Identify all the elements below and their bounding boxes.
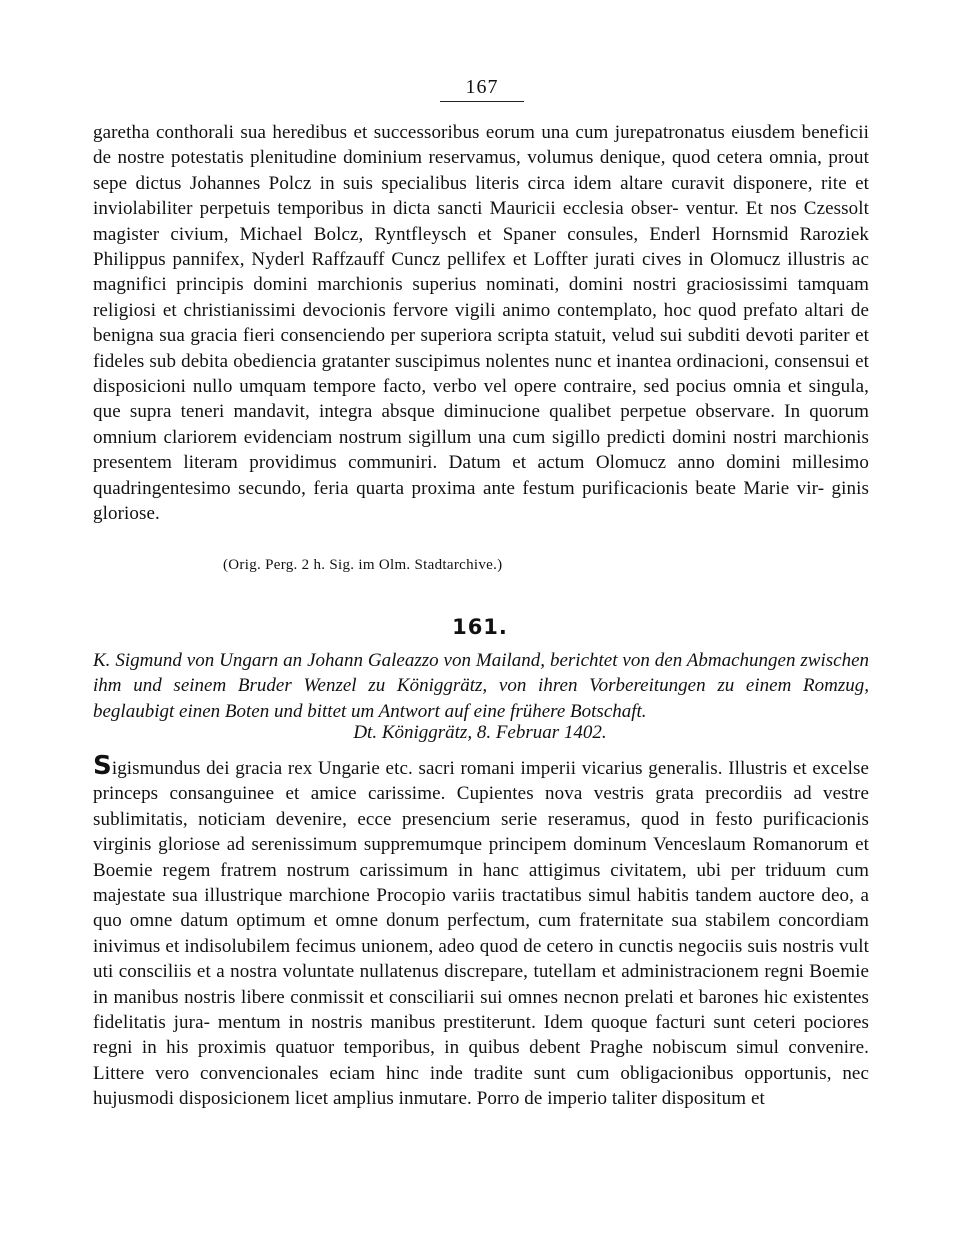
document-number: 161.: [452, 615, 508, 639]
page-number: 167: [465, 76, 499, 98]
paragraph-continued: garetha conthorali sua heredibus et successoribus eorum una cum jurepatronatus eiusdem beneficii de nostre potestatis plenitudine dominium reservamus, volumus denique, quod cetera omnia, prout sepe dictus Johannes Polcz in suis specialibus literis circa idem altare curavit disponere, rite et inviolabiliter perpetuis temporibus in dicta sancti Mauricii ecclesia obser- ventur. Et nos Czessolt magister civium, Michael Bolcz, Ryntfleysch et Spaner consules, Enderl Hornsmid Raroziek Philippus pannifex, Nyderl Raffzauff Cuncz pellifex et Loffter jurati cives in Olomucz illustris ac magnifici principis domini marchionis superius nominati, domini nostri graciosissimi tamquam religiosi et christianissimi devocionis fervore vigili animo contemplato, hoc quod prefato altari de benigna sua gracia fieri consenciendo per superiora scripta statuit, velud sui subditi devoti pariter et fideles sub debita obediencia gratanter suscipimus nolentes nunc et inantea ordinacioni, consensui et disposicioni nullo umquam tempore facto, verbo vel opere contraire, sed pocius omnia et singula, que supra teneri mandavit, integra absque diminucione qualibet perpetue observare. In quorum omnium clariorem evidenciam nostrum sigillum una cum sigillo predicti domini nostri marchionis presentem literam providimus communiri. Datum et actum Olomucz anno domini millesimo quadringentesimo secundo, feria quarta proxima ante festum purificacionis beate Marie vir- ginis gloriose.: [93, 122, 869, 525]
source-note: (Orig. Perg. 2 h. Sig. im Olm. Stadtarchive.): [223, 557, 503, 573]
letter-text: [93, 751, 869, 1112]
initial-letter: S: [93, 751, 112, 781]
letter-body: igismundus dei gracia rex Ungarie etc. sacri romani imperii vicarius generalis. Illustris et excelse princeps consanguinee et amice carissime. Cupientes nova vestris grata precordiis ad vestre sublimitatis, noticiam devenire, ecce presencium serie reseramus, quod in festo purificacionis virginis gloriose ad serenissimum suppremumque principem dominum Venceslaum Romanorum et Boemie regem fratrem nostrum carissimum in hanc attigimus civitatem, ubi per triduum cum majestate sua illustrique marchione Procopio variis tractatibus simul habitis tandem auctore deo, a quo omne datum optimum et omne donum perfectum, cum fraternitate sua stabilem concordiam inivimus et indisolubilem fecimus unionem, adeo quod de cetero in cunctis negociis suis nostris vult uti consciliis et a nostra voluntate nullatenus discrepare, tutellam et administracionem regni Boemie in manibus nostris libere conmissit et consciliarii sui omnes necnon prelati et barones hic existentes fidelitatis jura- mentum in nostris manibus prestiterunt. Idem quoque facturi sunt ceteri pociores regni in his proximis quatuor temporibus, in quibus debent Praghe nobiscum simul convenire. Littere vero convencionales eciam hinc inde tradite sunt cum obligacionibus opportunis, nec hujusmodi disposicionem licet amplius inmutare. Porro de imperio taliter dispositum et: [93, 758, 869, 1110]
page-number-rule: [440, 101, 524, 102]
regest-date: Dt. Königgrätz, 8. Februar 1402.: [353, 722, 607, 743]
regest-summary: K. Sigmund von Ungarn an Johann Galeazzo von Mailand, berichtet von den Abmachungen zwischen ihm und seinem Bruder Wenzel zu Königgrätz, von ihren Vorbereitungen zu einem Romzug, beglaubigt einen Boten und bittet um Antwort auf eine frühere Botschaft.: [93, 650, 869, 722]
